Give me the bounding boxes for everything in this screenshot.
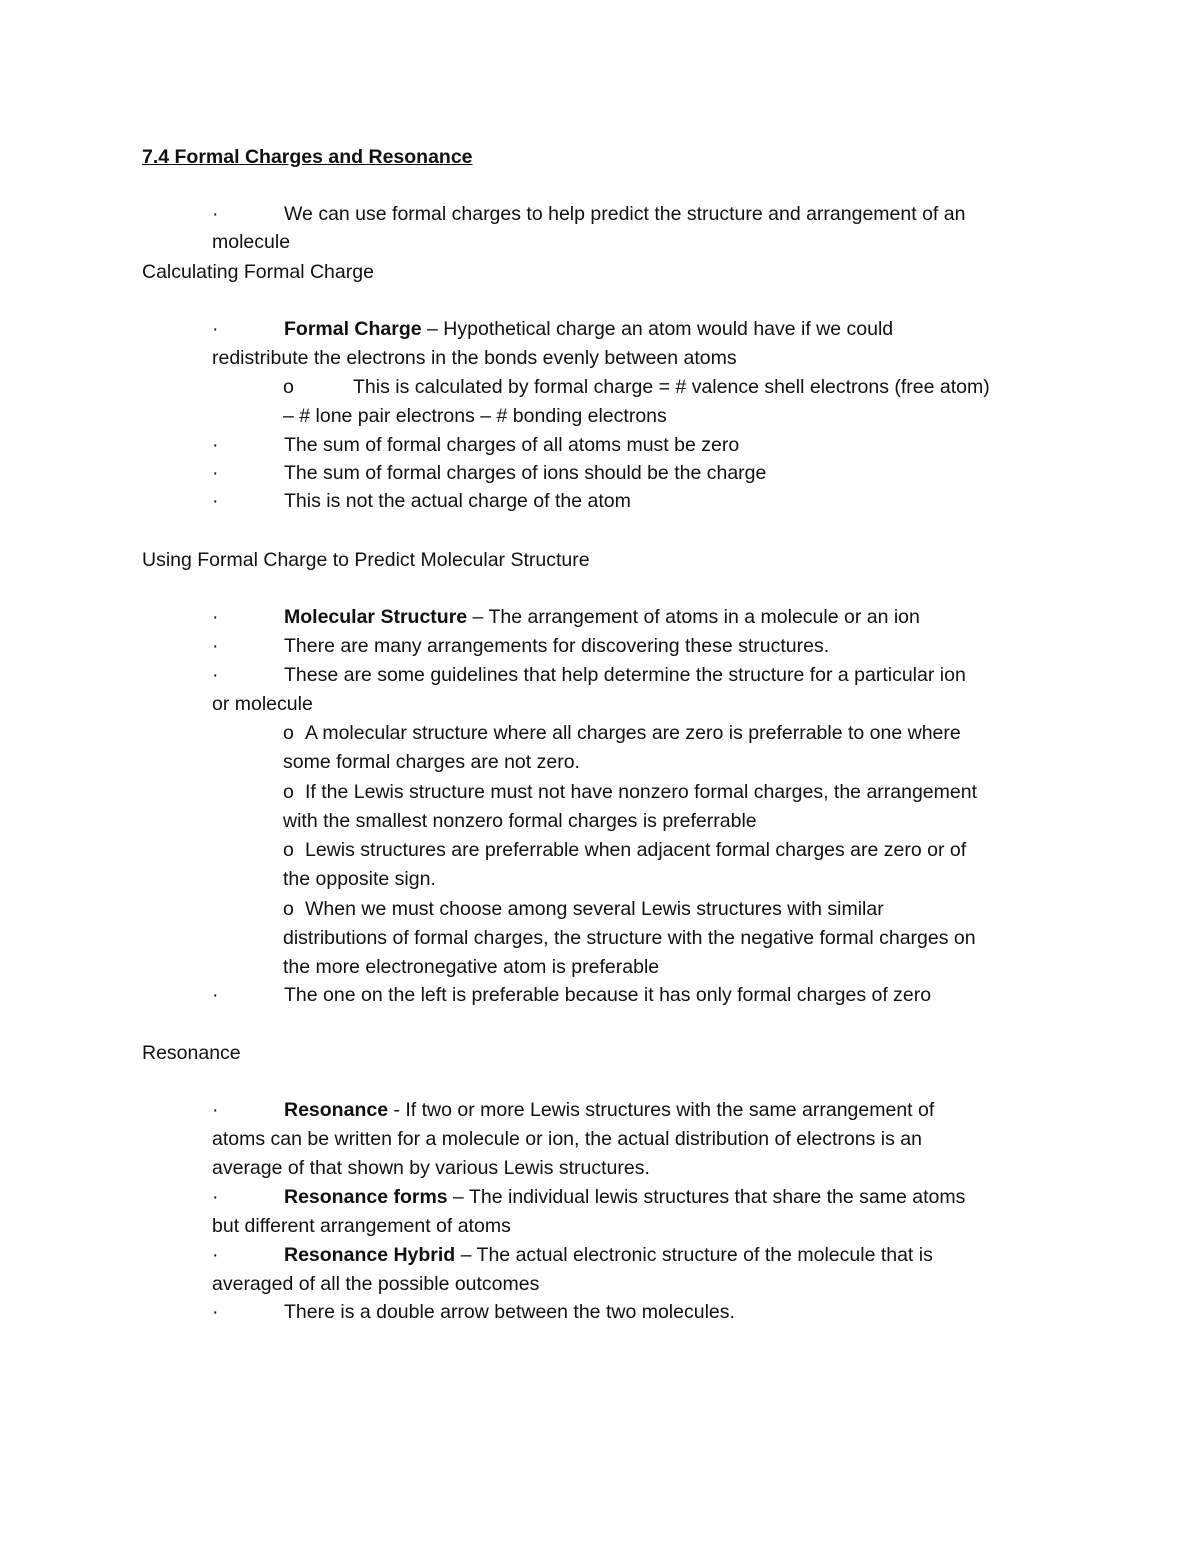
definition-term: Resonance forms xyxy=(284,1186,448,1208)
bullet-marker: · xyxy=(212,203,219,225)
definition-term: Molecular Structure xyxy=(284,606,468,628)
guideline-item xyxy=(283,897,884,921)
sub-bullet-marker: o xyxy=(283,839,294,861)
definition-text: - If two or more Lewis structures with the same arrangement of xyxy=(388,1099,935,1121)
bullet-marker: · xyxy=(212,490,219,512)
guideline-text: If the Lewis structure must not have nonzero formal charges, the arrangement xyxy=(305,781,978,803)
bullet-marker: · xyxy=(212,434,219,456)
list-item xyxy=(212,663,966,687)
list-item-text: The one on the left is preferable because it has only formal charges of zero xyxy=(284,984,932,1006)
guideline-item xyxy=(283,780,977,804)
bullet-marker: · xyxy=(212,606,219,628)
intro-text-line1: We can use formal charges to help predict the structure and arrangement of an xyxy=(284,203,966,225)
list-item xyxy=(212,983,931,1007)
list-item xyxy=(212,461,766,485)
section-heading-resonance: Resonance xyxy=(142,1042,241,1064)
intro-text-line2: molecule xyxy=(212,231,291,253)
guideline-text: with the smallest nonzero formal charges is preferrable xyxy=(283,810,757,832)
guideline-text: When we must choose among several Lewis structures with similar xyxy=(305,898,884,920)
sub-bullet-marker: o xyxy=(283,898,294,920)
section-heading-molecular-structure: Using Formal Charge to Predict Molecular Structure xyxy=(142,549,590,571)
sub-bullet-marker: o xyxy=(283,781,294,803)
list-item-text: The sum of formal charges of all atoms must be zero xyxy=(284,434,740,456)
definition-term: Resonance Hybrid xyxy=(284,1244,456,1266)
list-item xyxy=(212,634,829,658)
formal-charge-definition xyxy=(212,317,893,341)
definition-text: – The individual lewis structures that share the same atoms xyxy=(447,1186,966,1208)
list-item-text: This is not the actual charge of the atom xyxy=(284,490,631,512)
sub-bullet-marker: o xyxy=(283,722,294,744)
bullet-marker: · xyxy=(212,664,219,686)
definition-text: – The arrangement of atoms in a molecule or an ion xyxy=(467,606,920,628)
guideline-text: A molecular structure where all charges are zero is preferrable to one where xyxy=(305,722,961,744)
guideline-text: Lewis structures are preferrable when adjacent formal charges are zero or of xyxy=(305,839,967,861)
bullet-marker: · xyxy=(212,635,219,657)
list-item-text: These are some guidelines that help determine the structure for a particular ion xyxy=(284,664,966,686)
resonance-definition-line3: average of that shown by various Lewis structures. xyxy=(212,1157,650,1179)
guideline-text: the opposite sign. xyxy=(283,868,436,890)
resonance-hybrid-definition xyxy=(212,1243,933,1267)
guideline-text: some formal charges are not zero. xyxy=(283,751,580,773)
resonance-hybrid-definition-line2: averaged of all the possible outcomes xyxy=(212,1273,540,1295)
bullet-marker: · xyxy=(212,1244,219,1266)
definition-term: Formal Charge xyxy=(284,318,422,340)
guideline-item xyxy=(283,838,966,862)
formal-charge-definition-line2: redistribute the electrons in the bonds evenly between atoms xyxy=(212,347,737,369)
molecular-structure-definition xyxy=(212,605,920,629)
definition-term: Resonance xyxy=(284,1099,389,1121)
definition-text: – Hypothetical charge an atom would have if we could xyxy=(421,318,894,340)
bullet-marker: · xyxy=(212,462,219,484)
resonance-forms-definition xyxy=(212,1185,965,1209)
list-item xyxy=(212,489,631,513)
list-item-continuation: or molecule xyxy=(212,693,313,715)
guideline-text: distributions of formal charges, the structure with the negative formal charges on xyxy=(283,927,976,949)
bullet-marker: · xyxy=(212,1301,219,1323)
list-item xyxy=(212,433,739,457)
bullet-marker: · xyxy=(212,318,219,340)
list-item-text: The sum of formal charges of ions should be the charge xyxy=(284,462,767,484)
resonance-forms-definition-line2: but different arrangement of atoms xyxy=(212,1215,511,1237)
page-title: 7.4 Formal Charges and Resonance xyxy=(142,146,473,168)
intro-bullet xyxy=(212,202,965,226)
resonance-definition-line2: atoms can be written for a molecule or ion, the actual distribution of electrons is an xyxy=(212,1128,922,1150)
list-item-text: There are many arrangements for discovering these structures. xyxy=(284,635,830,657)
sub-bullet-marker: o xyxy=(283,376,294,398)
section-heading-calculating-formal-charge: Calculating Formal Charge xyxy=(142,261,374,283)
guideline-text: the more electronegative atom is preferable xyxy=(283,956,660,978)
formula-line2: – # lone pair electrons – # bonding electrons xyxy=(283,405,667,427)
list-item-text: There is a double arrow between the two molecules. xyxy=(284,1301,735,1323)
bullet-marker: · xyxy=(212,1186,219,1208)
list-item xyxy=(212,1300,735,1324)
bullet-marker: · xyxy=(212,1099,219,1121)
definition-text: – The actual electronic structure of the molecule that is xyxy=(455,1244,933,1266)
formal-charge-formula xyxy=(283,375,990,399)
guideline-item xyxy=(283,721,961,745)
resonance-definition xyxy=(212,1098,934,1122)
bullet-marker: · xyxy=(212,984,219,1006)
formula-line1: This is calculated by formal charge = # valence shell electrons (free atom) xyxy=(353,376,990,398)
